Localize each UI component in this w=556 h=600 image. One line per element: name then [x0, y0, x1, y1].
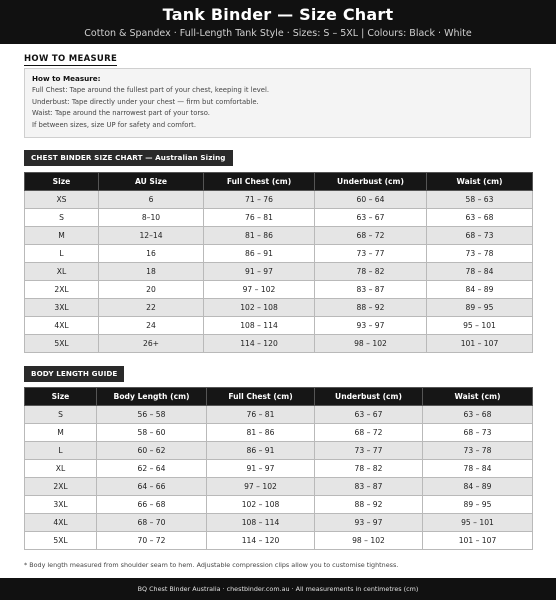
table-cell: 86 – 91: [204, 245, 315, 263]
table-row: [25, 245, 533, 263]
table-cell: 98 – 102: [315, 335, 427, 353]
table-cell: 81 – 86: [204, 227, 315, 245]
table-cell: 68 – 72: [315, 227, 427, 245]
table-cell: 84 – 89: [423, 478, 533, 496]
table-row: [25, 406, 533, 424]
table-cell: M: [25, 227, 99, 245]
table-cell: 101 – 107: [427, 335, 533, 353]
table-cell: 114 – 120: [204, 335, 315, 353]
table-row: [25, 263, 533, 281]
table-cell: 18: [99, 263, 204, 281]
header-full-chest: Full Chest (cm): [207, 388, 315, 406]
table-cell: 62 – 64: [97, 460, 207, 478]
table-cell: 4XL: [25, 514, 97, 532]
table-cell: 8–10: [99, 209, 204, 227]
page-header: [0, 0, 556, 44]
size-chart-label: CHEST BINDER SIZE CHART — Australian Sizing: [24, 150, 233, 166]
table-cell: 97 – 102: [207, 478, 315, 496]
table-row: [25, 496, 533, 514]
table-cell: 88 – 92: [315, 299, 427, 317]
table-cell: 89 – 95: [423, 496, 533, 514]
table-row: [25, 209, 533, 227]
table-cell: 102 – 108: [204, 299, 315, 317]
table-cell: XL: [25, 263, 99, 281]
table-row: [25, 442, 533, 460]
table-cell: 78 – 84: [427, 263, 533, 281]
table-cell: 73 – 78: [427, 245, 533, 263]
table-row: [25, 191, 533, 209]
table-cell: 68 – 73: [423, 424, 533, 442]
table-cell: XS: [25, 191, 99, 209]
header-waist: Waist (cm): [423, 388, 533, 406]
header-size: Size: [25, 173, 99, 191]
table-cell: 83 – 87: [315, 281, 427, 299]
table-cell: 108 – 114: [207, 514, 315, 532]
table-cell: 3XL: [25, 299, 99, 317]
header-full-chest: Full Chest (cm): [204, 173, 315, 191]
table-cell: 63 – 67: [315, 406, 423, 424]
table-cell: 60 – 64: [315, 191, 427, 209]
table-cell: 102 – 108: [207, 496, 315, 514]
footnote: * Body length measured from shoulder seam to hem. Adjustable compression clips allow you to customise tightness.: [24, 561, 399, 569]
table-cell: 68 – 73: [427, 227, 533, 245]
table-row: [25, 281, 533, 299]
table-cell: 78 – 84: [423, 460, 533, 478]
header-body-length: Body Length (cm): [97, 388, 207, 406]
size-chart-header-row: [25, 173, 533, 191]
table-cell: 60 – 62: [97, 442, 207, 460]
measure-instruction-waist: Waist: Tape around the narrowest part of your torso.: [32, 109, 210, 118]
table-cell: 78 – 82: [315, 460, 423, 478]
table-row: [25, 424, 533, 442]
header-underbust: Underbust (cm): [315, 173, 427, 191]
table-cell: 84 – 89: [427, 281, 533, 299]
header-underbust: Underbust (cm): [315, 388, 423, 406]
header-au-size: AU Size: [99, 173, 204, 191]
table-cell: 86 – 91: [207, 442, 315, 460]
table-cell: 76 – 81: [207, 406, 315, 424]
table-row: [25, 460, 533, 478]
table-cell: 63 – 68: [423, 406, 533, 424]
table-row: [25, 227, 533, 245]
measure-instruction-sizing-tip: If between sizes, size UP for safety and comfort.: [32, 120, 196, 129]
table-cell: 97 – 102: [204, 281, 315, 299]
table-cell: 26+: [99, 335, 204, 353]
size-chart-table: [24, 172, 533, 353]
table-cell: 78 – 82: [315, 263, 427, 281]
table-cell: 3XL: [25, 496, 97, 514]
table-cell: 66 – 68: [97, 496, 207, 514]
table-row: [25, 335, 533, 353]
table-cell: 108 – 114: [204, 317, 315, 335]
table-cell: 63 – 68: [427, 209, 533, 227]
table-cell: 76 – 81: [204, 209, 315, 227]
table-cell: 5XL: [25, 335, 99, 353]
table-cell: 93 – 97: [315, 514, 423, 532]
table-cell: 68 – 72: [315, 424, 423, 442]
table-cell: 5XL: [25, 532, 97, 550]
table-cell: 91 – 97: [204, 263, 315, 281]
table-row: [25, 532, 533, 550]
table-cell: 88 – 92: [315, 496, 423, 514]
table-cell: 2XL: [25, 478, 97, 496]
table-cell: 6: [99, 191, 204, 209]
table-cell: M: [25, 424, 97, 442]
table-cell: 98 – 102: [315, 532, 423, 550]
table-cell: 91 – 97: [207, 460, 315, 478]
how-to-measure-heading: HOW TO MEASURE: [24, 54, 118, 64]
body-length-header-row: [25, 388, 533, 406]
table-cell: 93 – 97: [315, 317, 427, 335]
table-cell: 2XL: [25, 281, 99, 299]
table-cell: 81 – 86: [207, 424, 315, 442]
table-cell: 114 – 120: [207, 532, 315, 550]
measure-instruction-chest: Full Chest: Tape around the fullest part of your chest, keeping it level.: [32, 86, 270, 94]
table-cell: 63 – 67: [315, 209, 427, 227]
table-cell: 58 – 60: [97, 424, 207, 442]
how-to-measure-title: How to Measure:: [32, 74, 101, 83]
table-row: [25, 299, 533, 317]
page-subtitle: Cotton & Spandex · Full-Length Tank Style · Sizes: S – 5XL | Colours: Black · White: [84, 28, 472, 39]
table-row: [25, 514, 533, 532]
table-cell: XL: [25, 460, 97, 478]
table-cell: 73 – 77: [315, 245, 427, 263]
page-title: Tank Binder — Size Chart: [162, 5, 394, 24]
table-cell: 95 – 101: [423, 514, 533, 532]
table-cell: 56 – 58: [97, 406, 207, 424]
table-cell: L: [25, 442, 97, 460]
table-cell: S: [25, 209, 99, 227]
table-cell: 64 – 66: [97, 478, 207, 496]
table-cell: 58 – 63: [427, 191, 533, 209]
table-cell: 73 – 78: [423, 442, 533, 460]
table-cell: 22: [99, 299, 204, 317]
table-cell: 68 – 70: [97, 514, 207, 532]
table-cell: 12–14: [99, 227, 204, 245]
table-row: [25, 317, 533, 335]
measure-instruction-underbust: Underbust: Tape directly under your chest — firm but comfortable.: [32, 97, 259, 106]
table-cell: 16: [99, 245, 204, 263]
header-size: Size: [25, 388, 97, 406]
table-cell: 24: [99, 317, 204, 335]
how-to-measure-box: [24, 68, 531, 138]
table-row: [25, 478, 533, 496]
table-cell: 101 – 107: [423, 532, 533, 550]
table-cell: 83 – 87: [315, 478, 423, 496]
header-waist: Waist (cm): [427, 173, 533, 191]
table-cell: 20: [99, 281, 204, 299]
table-cell: 4XL: [25, 317, 99, 335]
table-cell: L: [25, 245, 99, 263]
table-cell: 89 – 95: [427, 299, 533, 317]
body-length-table: [24, 387, 533, 550]
table-cell: 71 – 76: [204, 191, 315, 209]
table-cell: 95 – 101: [427, 317, 533, 335]
page-footer: BQ Chest Binder Australia · chestbinder.com.au · All measurements in centimetres (cm): [0, 578, 556, 600]
body-length-label: BODY LENGTH GUIDE: [24, 366, 124, 382]
table-cell: S: [25, 406, 97, 424]
table-cell: 73 – 77: [315, 442, 423, 460]
table-cell: 70 – 72: [97, 532, 207, 550]
